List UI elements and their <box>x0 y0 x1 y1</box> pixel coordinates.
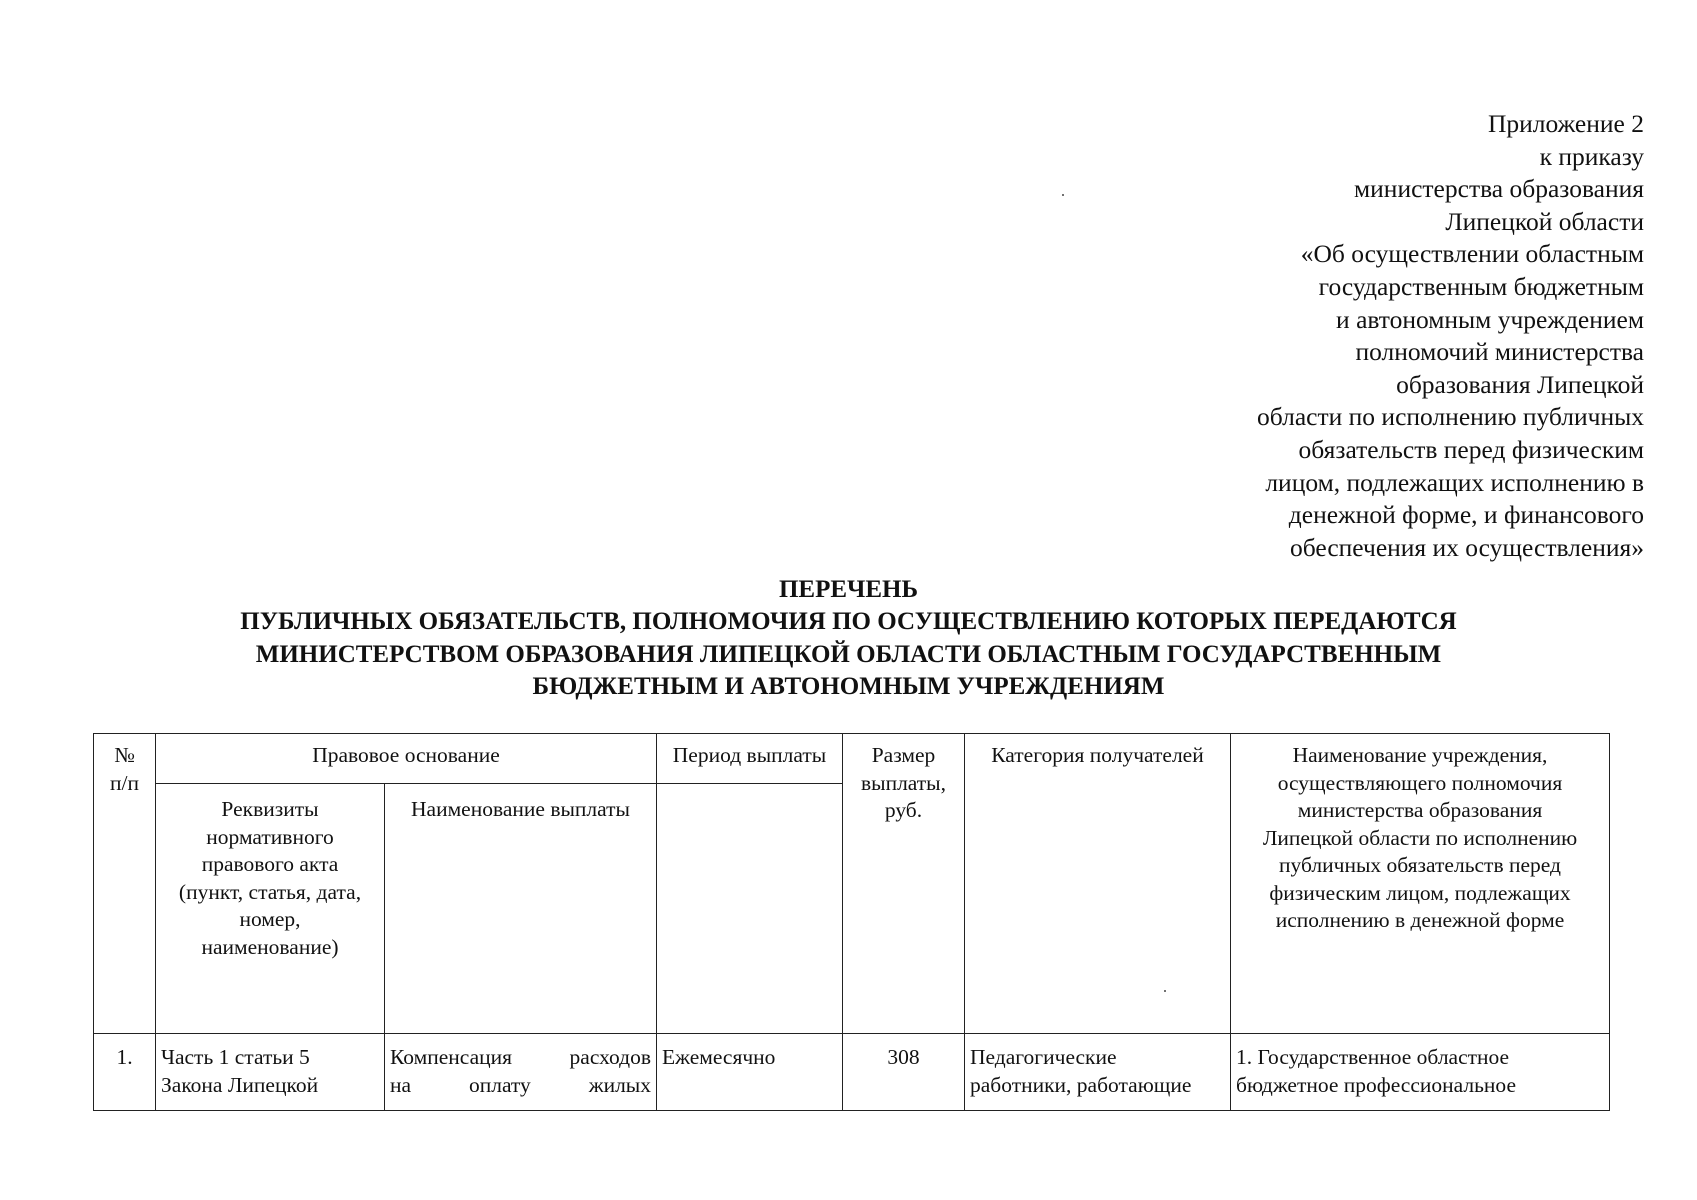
row-amount: 308 <box>843 1034 965 1111</box>
obligations-table <box>93 733 1610 1111</box>
appendix-header <box>1164 108 1644 564</box>
appendix-line: образования Липецкой <box>1396 369 1644 399</box>
appendix-line: лицом, подлежащих исполнению в <box>1265 467 1644 497</box>
appendix-line: обеспечения их осуществления» <box>1290 532 1644 562</box>
appendix-line: к приказу <box>1539 141 1644 171</box>
appendix-line: Приложение 2 <box>1488 109 1644 138</box>
row-period: Ежемесячно <box>657 1034 843 1111</box>
header-amount: Размер выплаты, руб. <box>843 734 965 1034</box>
header-period-empty <box>657 784 843 1034</box>
title-line: МИНИСТЕРСТВОМ ОБРАЗОВАНИЯ ЛИПЕЦКОЙ ОБЛАСТИ ОБЛАСТНЫМ ГОСУДАРСТВЕННЫМ <box>255 640 1442 668</box>
title-line: БЮДЖЕТНЫМ И АВТОНОМНЫМ УЧРЕЖДЕНИЯМ <box>532 672 1165 700</box>
title-line: ПЕРЕЧЕНЬ <box>778 576 919 603</box>
title-line: ПУБЛИЧНЫХ ОБЯЗАТЕЛЬСТВ, ПОЛНОМОЧИЯ ПО ОСУЩЕСТВЛЕНИЮ КОТОРЫХ ПЕРЕДАЮТСЯ <box>240 608 1457 636</box>
header-legal-basis: Правовое основание <box>156 734 657 784</box>
appendix-line: обязательств перед физическим <box>1298 434 1644 464</box>
header-institution: Наименование учреждения, осуществляющего полномочия министерства образования Липецкой области по исполнению публичных обязательств перед физическим лицом, подлежащих исполнению в денежной форме <box>1231 734 1610 1034</box>
appendix-line: Липецкой области <box>1445 206 1644 236</box>
appendix-line: «Об осуществлении областным <box>1300 239 1644 269</box>
appendix-line: области по исполнению публичных <box>1257 402 1644 432</box>
header-row <box>94 734 1610 784</box>
row-institution: 1. Государственное областное бюджетное профессиональное <box>1231 1034 1610 1111</box>
appendix-line: и автономным учреждением <box>1336 304 1644 334</box>
header-category: Категория получателей <box>965 734 1231 1034</box>
row-payment-name-line: на оплату жилых <box>390 1072 651 1097</box>
row-legal-act: Часть 1 статьи 5 Закона Липецкой <box>156 1034 385 1111</box>
appendix-line: денежной форме, и финансового <box>1288 500 1644 530</box>
header-payment-name: Наименование выплаты <box>385 784 657 1034</box>
scan-speck <box>1062 194 1064 196</box>
header-legal-act: Реквизиты нормативного правового акта (пункт, статья, дата, номер, наименование) <box>156 784 385 1034</box>
row-payment-name <box>385 1034 657 1111</box>
header-num: № п/п <box>94 734 156 1034</box>
row-payment-name-line: Компенсация расходов <box>390 1045 651 1069</box>
header-period: Период выплаты <box>657 734 843 784</box>
row-category: Педагогические работники, работающие <box>965 1034 1231 1111</box>
appendix-line: государственным бюджетным <box>1318 271 1644 301</box>
document-title <box>80 574 1617 703</box>
table-row <box>94 1034 1610 1111</box>
appendix-line: министерства образования <box>1354 174 1644 204</box>
row-num: 1. <box>94 1034 156 1111</box>
appendix-line: полномочий министерства <box>1355 337 1644 367</box>
